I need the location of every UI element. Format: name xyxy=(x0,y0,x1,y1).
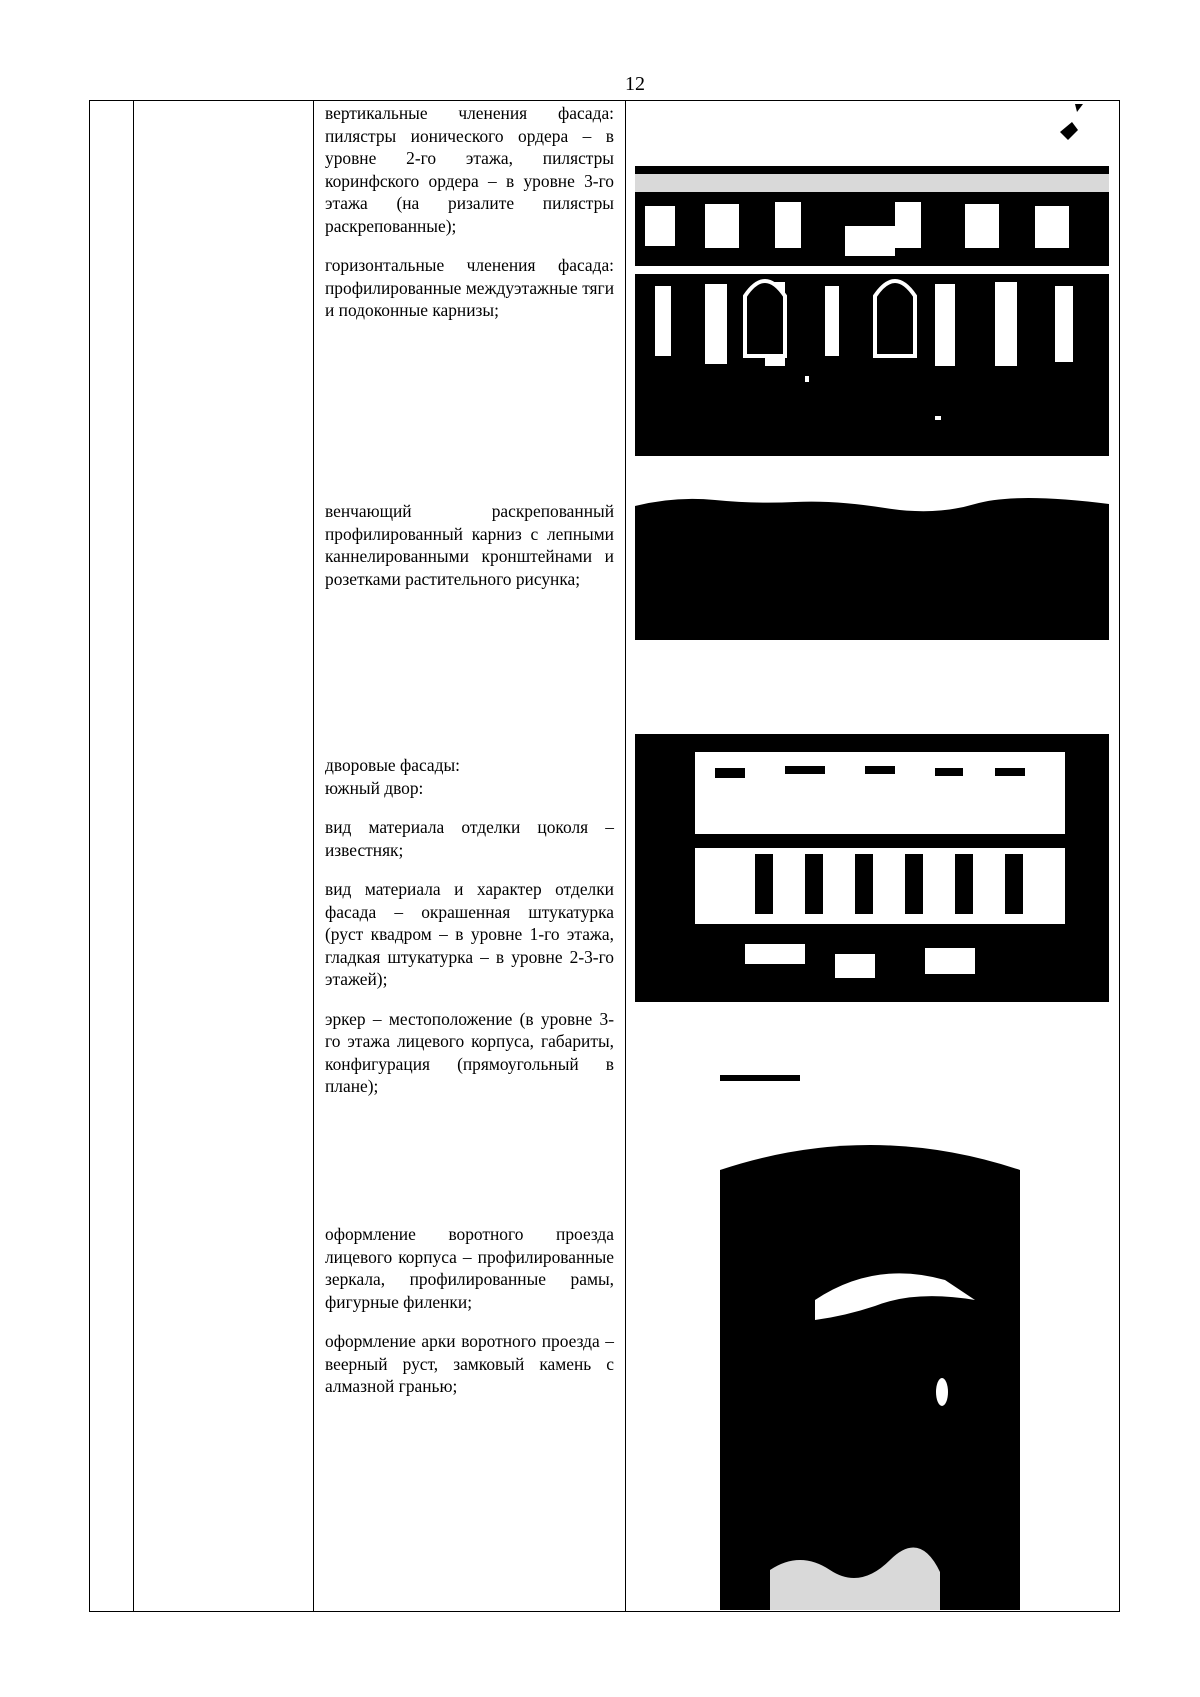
paragraph-facade-finish: вид материала и характер отделки фасада – окрашенная штукатурка (руст квадром – в уровне 1-го этажа, гладкая штукатурка – в уровне 2-3-го этажей); xyxy=(325,879,614,989)
paragraph-gateway-arch: оформление арки воротного проезда – веерный руст, замковый камень с алмазной гранью; xyxy=(325,1331,614,1396)
paragraph-gateway-design: оформление воротного проезда лицевого корпуса – профилированные зеркала, профилированные рамы, фигурные филенки; xyxy=(325,1224,614,1312)
column-divider-2 xyxy=(313,101,314,1611)
text-block-gateway xyxy=(325,1223,614,1415)
page-number: 12 xyxy=(625,73,645,95)
paragraph-courtyard-facades: дворовые фасады: xyxy=(325,755,460,775)
paragraph-vertical-divisions: вертикальные членения фасада: пилястры ионического ордера – в уровне 2-го этажа, пилястры коринфского ордера – в уровне 3-го этажа (на ризалите пилястры раскрепованные); xyxy=(325,103,614,236)
paragraph-bay-window: эркер – местоположение (в уровне 3-го этажа лицевого корпуса, габариты, конфигурация (прямоугольный в плане); xyxy=(325,1008,614,1096)
paragraph-plinth-material: вид материала отделки цоколя – известняк; xyxy=(325,817,614,860)
paragraph-south-courtyard: южный двор: xyxy=(325,777,424,798)
column-divider-3 xyxy=(625,101,626,1611)
paragraph-cornice: венчающий раскрепованный профилированный карниз с лепными каннелированными кронштейнами и розетками растительного рисунка; xyxy=(325,501,614,589)
courtyard-photo xyxy=(635,734,1109,1002)
text-block-vertical-divisions xyxy=(325,102,614,339)
photo-fragment-top-right xyxy=(1055,98,1105,146)
text-block-cornice xyxy=(325,500,614,607)
cornice-photo xyxy=(635,494,1109,640)
gateway-arch-photo xyxy=(720,1070,1030,1610)
text-block-courtyard xyxy=(325,754,614,1115)
paragraph-horizontal-divisions: горизонтальные членения фасада: профилированные междуэтажные тяги и подоконные карнизы; xyxy=(325,255,614,320)
facade-photo-pilasters xyxy=(635,166,1109,456)
column-divider-1 xyxy=(133,101,134,1611)
